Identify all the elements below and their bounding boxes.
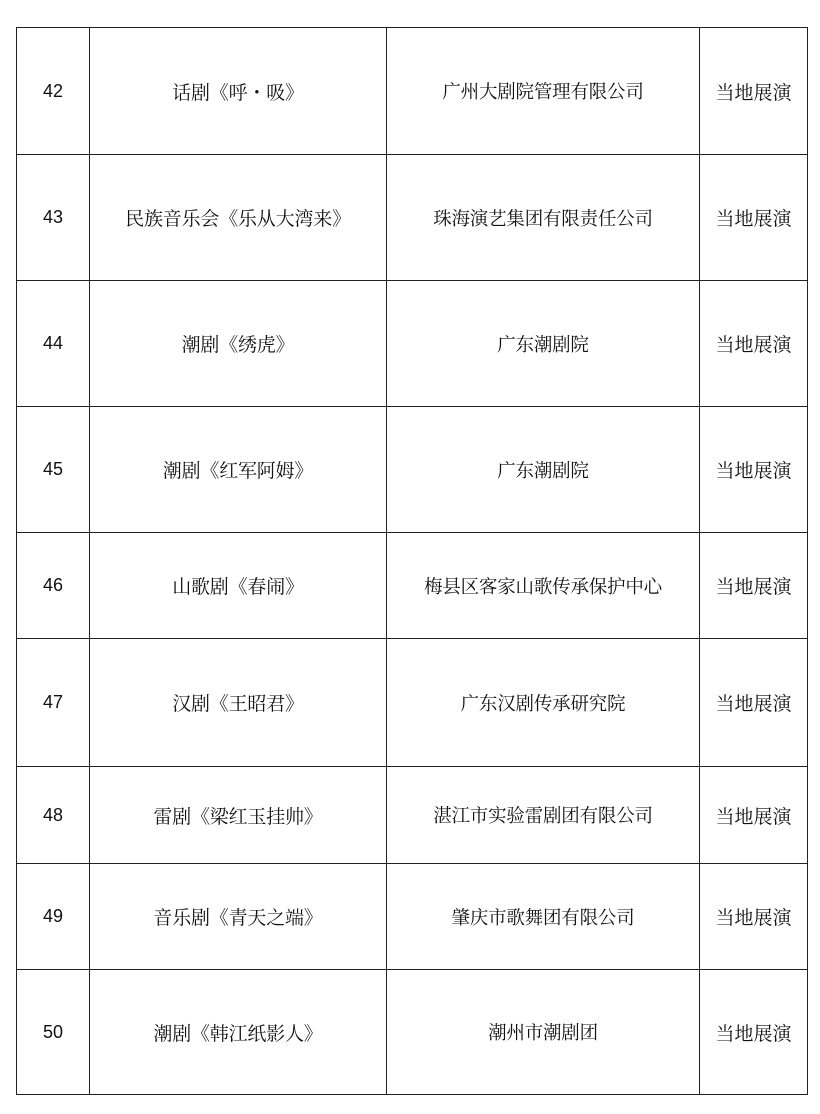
table-row (17, 767, 808, 864)
row-number: 48 (17, 767, 90, 864)
performance-type: 当地展演 (700, 407, 808, 533)
performance-type: 当地展演 (700, 639, 808, 767)
organization-name: 湛江市实验雷剧团有限公司 (387, 767, 700, 864)
program-table (16, 27, 808, 1095)
program-name: 话剧《呼・吸》 (90, 28, 387, 155)
program-name: 潮剧《红军阿姆》 (90, 407, 387, 533)
row-number: 45 (17, 407, 90, 533)
organization-name: 珠海演艺集团有限责任公司 (387, 155, 700, 281)
program-name: 音乐剧《青天之端》 (90, 864, 387, 970)
organization-name: 广东潮剧院 (387, 281, 700, 407)
row-number: 43 (17, 155, 90, 281)
performance-type: 当地展演 (700, 970, 808, 1095)
table-row (17, 407, 808, 533)
table-row (17, 155, 808, 281)
performance-type: 当地展演 (700, 864, 808, 970)
row-number: 42 (17, 28, 90, 155)
performance-type: 当地展演 (700, 533, 808, 639)
table-row (17, 281, 808, 407)
row-number: 47 (17, 639, 90, 767)
program-name: 潮剧《绣虎》 (90, 281, 387, 407)
table-row (17, 533, 808, 639)
performance-type: 当地展演 (700, 767, 808, 864)
organization-name: 梅县区客家山歌传承保护中心 (387, 533, 700, 639)
row-number: 46 (17, 533, 90, 639)
organization-name: 肇庆市歌舞团有限公司 (387, 864, 700, 970)
performance-type: 当地展演 (700, 281, 808, 407)
program-name: 民族音乐会《乐从大湾来》 (90, 155, 387, 281)
table-row (17, 28, 808, 155)
organization-name: 广东潮剧院 (387, 407, 700, 533)
performance-type: 当地展演 (700, 28, 808, 155)
organization-name: 广州大剧院管理有限公司 (387, 28, 700, 155)
program-name: 雷剧《梁红玉挂帅》 (90, 767, 387, 864)
table-row (17, 639, 808, 767)
row-number: 49 (17, 864, 90, 970)
organization-name: 潮州市潮剧团 (387, 970, 700, 1095)
table-row (17, 970, 808, 1095)
organization-name: 广东汉剧传承研究院 (387, 639, 700, 767)
row-number: 50 (17, 970, 90, 1095)
row-number: 44 (17, 281, 90, 407)
table-row (17, 864, 808, 970)
performance-type: 当地展演 (700, 155, 808, 281)
table-body (17, 28, 808, 1095)
program-name: 潮剧《韩江纸影人》 (90, 970, 387, 1095)
program-name: 山歌剧《春闹》 (90, 533, 387, 639)
program-name: 汉剧《王昭君》 (90, 639, 387, 767)
